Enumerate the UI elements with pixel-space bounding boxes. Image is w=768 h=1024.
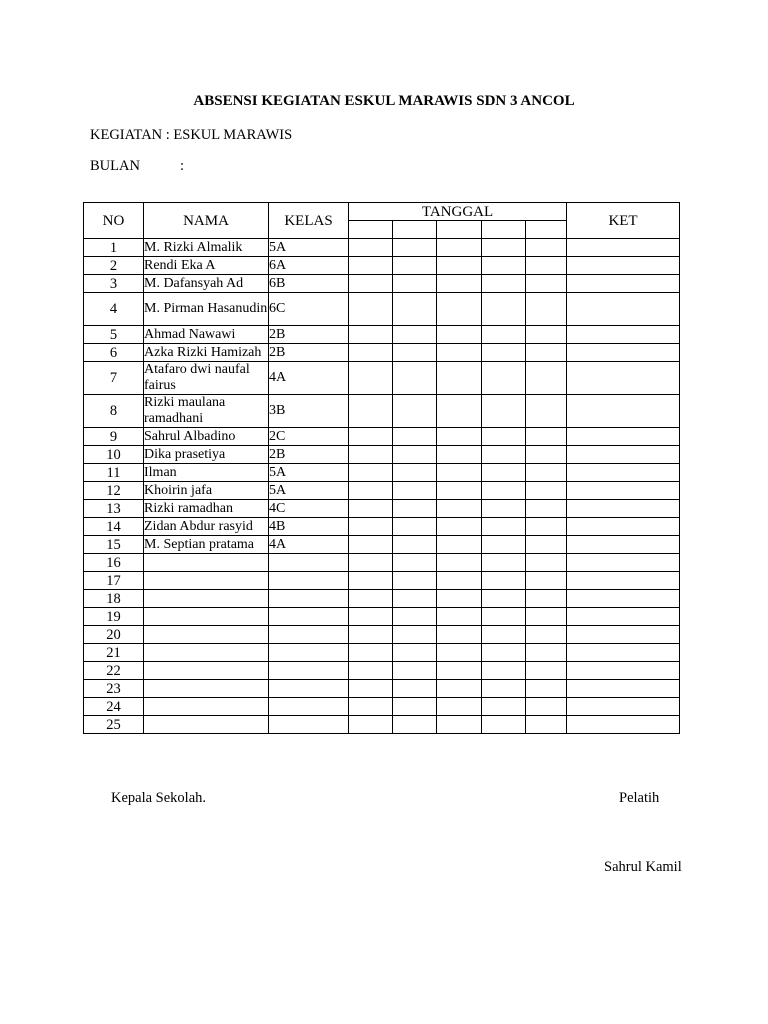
row-tanggal-cell-1 [349,362,393,395]
row-no: 25 [84,716,144,734]
table-row [84,518,680,536]
row-no: 10 [84,446,144,464]
table-row [84,716,680,734]
table-row [84,464,680,482]
row-tanggal-cell-4 [482,446,526,464]
row-tanggal-cell-1 [349,518,393,536]
row-no: 12 [84,482,144,500]
row-ket [567,554,680,572]
row-tanggal-cell-3 [437,326,482,344]
row-ket [567,275,680,293]
table-row [84,482,680,500]
row-ket [567,698,680,716]
row-tanggal-cell-3 [437,257,482,275]
row-kelas: 2B [269,446,349,464]
row-no: 3 [84,275,144,293]
row-tanggal-cell-3 [437,518,482,536]
row-tanggal-cell-2 [393,362,437,395]
row-tanggal-cell-4 [482,608,526,626]
row-tanggal-cell-4 [482,326,526,344]
row-tanggal-cell-2 [393,698,437,716]
row-kelas [269,572,349,590]
row-nama [144,554,269,572]
row-no: 23 [84,680,144,698]
row-tanggal-cell-1 [349,590,393,608]
row-tanggal-cell-4 [482,464,526,482]
row-ket [567,446,680,464]
row-tanggal-cell-2 [393,239,437,257]
row-tanggal-cell-4 [482,428,526,446]
row-tanggal-cell-4 [482,482,526,500]
row-tanggal-cell-1 [349,716,393,734]
row-tanggal-cell-4 [482,680,526,698]
kegiatan-line: KEGIATAN : ESKUL MARAWIS [90,127,293,143]
row-nama: Ahmad Nawawi [144,326,269,344]
bulan-line [90,158,290,175]
row-tanggal-cell-1 [349,644,393,662]
row-tanggal-cell-5 [526,518,567,536]
row-tanggal-cell-2 [393,428,437,446]
row-no: 8 [84,395,144,428]
row-ket [567,644,680,662]
row-tanggal-cell-1 [349,698,393,716]
row-tanggal-cell-5 [526,239,567,257]
row-no: 7 [84,362,144,395]
table-row [84,257,680,275]
row-nama [144,626,269,644]
document-title: ABSENSI KEGIATAN ESKUL MARAWIS SDN 3 ANCOL [193,93,575,109]
row-tanggal-cell-5 [526,344,567,362]
row-tanggal-cell-5 [526,572,567,590]
row-ket [567,572,680,590]
row-no: 5 [84,326,144,344]
row-tanggal-cell-4 [482,716,526,734]
row-tanggal-cell-4 [482,644,526,662]
row-no: 22 [84,662,144,680]
row-no: 11 [84,464,144,482]
header-kelas: KELAS [269,203,349,239]
row-kelas: 6A [269,257,349,275]
row-tanggal-cell-3 [437,536,482,554]
row-tanggal-cell-3 [437,572,482,590]
row-tanggal-cell-5 [526,482,567,500]
row-ket [567,680,680,698]
row-tanggal-cell-3 [437,662,482,680]
row-nama [144,590,269,608]
row-tanggal-cell-2 [393,626,437,644]
row-ket [567,428,680,446]
row-tanggal-cell-1 [349,482,393,500]
row-tanggal-cell-4 [482,572,526,590]
row-nama [144,680,269,698]
row-tanggal-cell-5 [526,626,567,644]
row-ket [567,482,680,500]
row-tanggal-cell-4 [482,293,526,326]
tanggal-col-5 [526,221,567,239]
row-ket [567,716,680,734]
row-tanggal-cell-4 [482,626,526,644]
row-nama: Ilman [144,464,269,482]
row-no: 14 [84,518,144,536]
row-ket [567,464,680,482]
row-kelas: 4C [269,500,349,518]
row-nama [144,644,269,662]
row-tanggal-cell-5 [526,362,567,395]
tanggal-col-3 [437,221,482,239]
row-tanggal-cell-1 [349,326,393,344]
row-tanggal-cell-1 [349,626,393,644]
table-row [84,395,680,428]
row-tanggal-cell-3 [437,482,482,500]
row-tanggal-cell-2 [393,446,437,464]
row-tanggal-cell-5 [526,608,567,626]
row-kelas [269,662,349,680]
table-row [84,446,680,464]
row-tanggal-cell-3 [437,590,482,608]
tanggal-col-2 [393,221,437,239]
row-no: 21 [84,644,144,662]
row-nama: Rizki ramadhan [144,500,269,518]
row-tanggal-cell-2 [393,257,437,275]
table-row [84,536,680,554]
row-tanggal-cell-5 [526,257,567,275]
row-tanggal-cell-2 [393,554,437,572]
row-tanggal-cell-4 [482,362,526,395]
table-row [84,293,680,326]
row-tanggal-cell-3 [437,716,482,734]
row-kelas: 6B [269,275,349,293]
row-tanggal-cell-5 [526,698,567,716]
row-no: 4 [84,293,144,326]
table-row [84,680,680,698]
row-no: 2 [84,257,144,275]
row-tanggal-cell-2 [393,572,437,590]
row-tanggal-cell-2 [393,344,437,362]
row-tanggal-cell-5 [526,590,567,608]
table-row [84,698,680,716]
table-row [84,662,680,680]
header-no: NO [84,203,144,239]
row-tanggal-cell-2 [393,662,437,680]
row-tanggal-cell-4 [482,536,526,554]
row-no: 15 [84,536,144,554]
row-ket [567,536,680,554]
row-tanggal-cell-1 [349,608,393,626]
row-tanggal-cell-3 [437,395,482,428]
row-kelas: 4B [269,518,349,536]
row-tanggal-cell-2 [393,716,437,734]
row-tanggal-cell-5 [526,275,567,293]
header-tanggal: TANGGAL [349,203,567,221]
row-tanggal-cell-5 [526,428,567,446]
row-nama [144,572,269,590]
row-no: 6 [84,344,144,362]
row-tanggal-cell-2 [393,608,437,626]
row-no: 19 [84,608,144,626]
row-kelas [269,554,349,572]
table-row [84,239,680,257]
pelatih-name: Sahrul Kamil [604,859,682,875]
row-tanggal-cell-2 [393,590,437,608]
table-row [84,344,680,362]
row-tanggal-cell-2 [393,536,437,554]
table-row [84,326,680,344]
table-row [84,362,680,395]
row-no: 20 [84,626,144,644]
row-tanggal-cell-3 [437,554,482,572]
row-tanggal-cell-5 [526,293,567,326]
row-tanggal-cell-5 [526,644,567,662]
row-nama: M. Dafansyah Ad [144,275,269,293]
row-ket [567,590,680,608]
row-tanggal-cell-1 [349,662,393,680]
row-tanggal-cell-3 [437,626,482,644]
bulan-colon: : [180,158,185,174]
attendance-rows [84,239,680,734]
row-kelas: 2B [269,344,349,362]
row-tanggal-cell-4 [482,275,526,293]
row-tanggal-cell-5 [526,536,567,554]
row-tanggal-cell-1 [349,536,393,554]
row-nama: M. Septian pratama [144,536,269,554]
row-kelas [269,680,349,698]
row-tanggal-cell-2 [393,482,437,500]
table-row [84,554,680,572]
row-ket [567,344,680,362]
row-ket [567,500,680,518]
row-nama [144,662,269,680]
row-nama: Rizki maulana ramadhani [144,395,269,428]
row-tanggal-cell-3 [437,275,482,293]
row-tanggal-cell-4 [482,344,526,362]
row-tanggal-cell-4 [482,698,526,716]
row-kelas: 5A [269,239,349,257]
row-kelas: 2C [269,428,349,446]
row-tanggal-cell-4 [482,395,526,428]
row-nama: M. Rizki Almalik [144,239,269,257]
row-tanggal-cell-1 [349,344,393,362]
row-kelas [269,698,349,716]
row-tanggal-cell-1 [349,275,393,293]
row-tanggal-cell-5 [526,326,567,344]
row-tanggal-cell-3 [437,362,482,395]
row-tanggal-cell-5 [526,662,567,680]
row-tanggal-cell-3 [437,239,482,257]
row-kelas: 6C [269,293,349,326]
row-tanggal-cell-5 [526,446,567,464]
row-tanggal-cell-3 [437,608,482,626]
row-tanggal-cell-3 [437,680,482,698]
table-row [84,608,680,626]
row-ket [567,326,680,344]
row-kelas [269,608,349,626]
row-tanggal-cell-4 [482,257,526,275]
row-nama: Zidan Abdur rasyid [144,518,269,536]
row-ket [567,662,680,680]
row-ket [567,626,680,644]
row-kelas [269,716,349,734]
row-nama: Khoirin jafa [144,482,269,500]
row-kelas: 3B [269,395,349,428]
row-tanggal-cell-2 [393,275,437,293]
row-ket [567,608,680,626]
table-row [84,275,680,293]
row-nama: Atafaro dwi naufal fairus [144,362,269,395]
row-tanggal-cell-3 [437,644,482,662]
row-kelas [269,644,349,662]
row-no: 17 [84,572,144,590]
row-no: 24 [84,698,144,716]
row-ket [567,518,680,536]
row-ket [567,257,680,275]
row-tanggal-cell-2 [393,395,437,428]
row-tanggal-cell-3 [437,428,482,446]
row-tanggal-cell-2 [393,644,437,662]
row-tanggal-cell-5 [526,716,567,734]
table-row [84,500,680,518]
row-tanggal-cell-4 [482,239,526,257]
row-kelas: 4A [269,536,349,554]
row-kelas: 2B [269,326,349,344]
row-tanggal-cell-2 [393,293,437,326]
row-tanggal-cell-1 [349,395,393,428]
row-tanggal-cell-2 [393,518,437,536]
row-nama: Rendi Eka A [144,257,269,275]
row-kelas: 5A [269,482,349,500]
row-tanggal-cell-5 [526,464,567,482]
row-no: 16 [84,554,144,572]
row-tanggal-cell-1 [349,680,393,698]
table-row [84,626,680,644]
row-tanggal-cell-1 [349,446,393,464]
row-tanggal-cell-3 [437,344,482,362]
row-tanggal-cell-1 [349,239,393,257]
row-tanggal-cell-4 [482,662,526,680]
row-tanggal-cell-1 [349,428,393,446]
row-no: 9 [84,428,144,446]
row-kelas: 4A [269,362,349,395]
row-tanggal-cell-1 [349,257,393,275]
row-tanggal-cell-1 [349,554,393,572]
row-tanggal-cell-3 [437,293,482,326]
attendance-table [83,202,680,734]
row-ket [567,395,680,428]
header-ket: KET [567,203,680,239]
table-row [84,428,680,446]
row-nama: Azka Rizki Hamizah [144,344,269,362]
row-nama: Sahrul Albadino [144,428,269,446]
row-ket [567,239,680,257]
row-kelas: 5A [269,464,349,482]
row-no: 1 [84,239,144,257]
row-tanggal-cell-3 [437,698,482,716]
row-tanggal-cell-4 [482,518,526,536]
row-tanggal-cell-4 [482,554,526,572]
row-tanggal-cell-4 [482,500,526,518]
table-row [84,572,680,590]
row-tanggal-cell-2 [393,680,437,698]
row-nama [144,716,269,734]
bulan-label: BULAN [90,158,140,174]
row-tanggal-cell-1 [349,293,393,326]
row-tanggal-cell-4 [482,590,526,608]
row-tanggal-cell-1 [349,464,393,482]
row-tanggal-cell-3 [437,446,482,464]
row-tanggal-cell-5 [526,500,567,518]
row-tanggal-cell-3 [437,500,482,518]
kepala-sekolah-label: Kepala Sekolah. [111,790,207,806]
row-tanggal-cell-2 [393,500,437,518]
row-nama [144,608,269,626]
tanggal-col-1 [349,221,393,239]
row-ket [567,293,680,326]
row-no: 18 [84,590,144,608]
row-tanggal-cell-2 [393,464,437,482]
row-nama [144,698,269,716]
row-tanggal-cell-5 [526,554,567,572]
row-tanggal-cell-5 [526,395,567,428]
row-tanggal-cell-5 [526,680,567,698]
table-row [84,644,680,662]
tanggal-col-4 [482,221,526,239]
table-row [84,590,680,608]
row-tanggal-cell-1 [349,572,393,590]
row-no: 13 [84,500,144,518]
header-nama: NAMA [144,203,269,239]
row-tanggal-cell-3 [437,464,482,482]
row-kelas [269,590,349,608]
pelatih-label: Pelatih [619,790,660,806]
row-nama: Dika prasetiya [144,446,269,464]
row-tanggal-cell-1 [349,500,393,518]
row-nama: M. Pirman Hasanudin [144,293,269,326]
row-ket [567,362,680,395]
row-tanggal-cell-2 [393,326,437,344]
row-kelas [269,626,349,644]
